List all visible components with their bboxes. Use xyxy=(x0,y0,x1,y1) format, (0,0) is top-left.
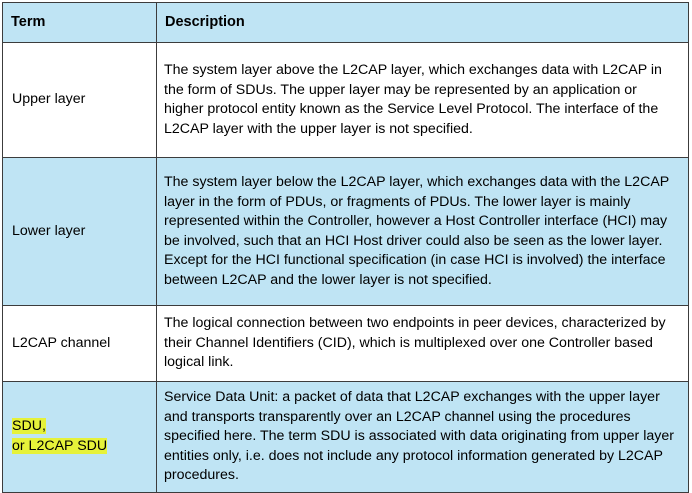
header-description: Description xyxy=(157,3,689,43)
table-row xyxy=(3,306,689,382)
table-row xyxy=(3,158,689,306)
table-row xyxy=(3,43,689,158)
term-cell: L2CAP channel xyxy=(3,306,157,382)
table-header-row xyxy=(3,3,689,43)
header-term: Term xyxy=(3,3,157,43)
term-cell: Upper layer xyxy=(3,43,157,158)
terms-table xyxy=(2,2,689,493)
description-cell: The system layer above the L2CAP layer, which exchanges data with L2CAP in the form of SDUs. The upper layer may be represented by an application or higher protocol entity known as the Service Level Protocol. The interface of the L2CAP layer with the upper layer is not specified. xyxy=(157,43,689,158)
terms-table-container xyxy=(2,2,688,488)
table-row xyxy=(3,382,689,493)
description-cell: Service Data Unit: a packet of data that L2CAP exchanges with the upper layer and transports transparently over an L2CAP channel using the procedures specified here. The term SDU is associated with data originating from upper layer entities only, i.e. does not include any protocol information generated by L2CAP procedures. xyxy=(157,382,689,493)
description-cell: The system layer below the L2CAP layer, which exchanges data with the L2CAP layer in the form of PDUs, or fragments of PDUs. The lower layer is mainly represented within the Controller, however a Host Controller interface (HCI) may be involved, such that an HCI Host driver could also be seen as the lower layer. Except for the HCI functional specification (in case HCI is involved) the interface between L2CAP and the lower layer is not specified. xyxy=(157,158,689,306)
description-cell: The logical connection between two endpoints in peer devices, characterized by their Channel Identifiers (CID), which is multiplexed over one Controller based logical link. xyxy=(157,306,689,382)
highlighted-term-line-1: SDU, xyxy=(12,418,46,435)
highlighted-term-line-2: or L2CAP SDU xyxy=(12,437,108,454)
term-cell: Lower layer xyxy=(3,158,157,306)
term-cell xyxy=(3,382,157,493)
